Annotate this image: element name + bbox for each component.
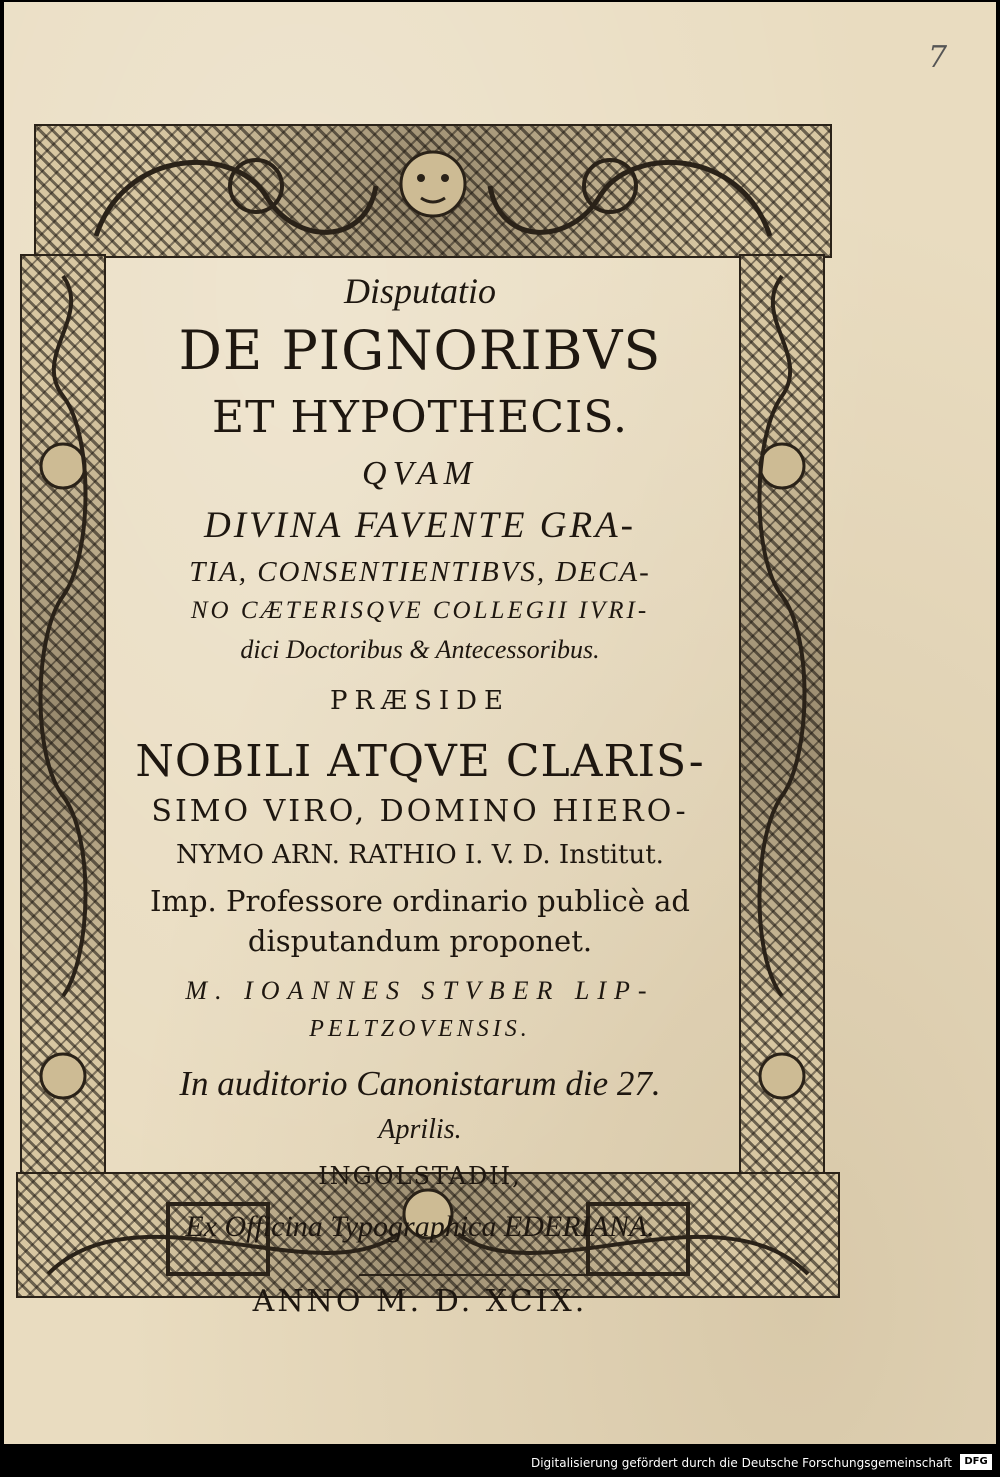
imprint-place: INGOLSTADII, <box>318 1162 522 1190</box>
woodcut-border-right <box>739 254 825 1176</box>
text-simo-viro: SIMO VIRO, DOMINO HIERO- <box>151 794 689 829</box>
title-text-block <box>104 264 736 1319</box>
text-consentientibus: TIA, CONSENTIENTIBVS, DECA- <box>189 556 651 588</box>
cherub-head-ornament <box>22 256 104 1174</box>
respondent-name: M. IOANNES STVBER LIP- <box>185 976 655 1005</box>
dfg-logo: DFG <box>960 1454 992 1470</box>
text-disputandum: disputandum proponet. <box>247 924 593 958</box>
text-in-auditorio: In auditorio Canonistarum die 27. <box>179 1064 661 1103</box>
text-imp-professore: Imp. Professore ordinario publicè ad <box>150 884 690 918</box>
text-doctoribus: dici Doctoribus & Antecessoribus. <box>240 635 600 664</box>
text-nobili: NOBILI ATQVE CLARIS- <box>135 736 705 787</box>
text-divina-favente: DIVINA FAVENTE GRA- <box>204 505 636 546</box>
imprint-year: ANNO M. D. XCIX. <box>252 1284 588 1319</box>
divider-rule <box>359 1274 659 1276</box>
text-aprilis: Aprilis. <box>378 1114 462 1145</box>
cherub-head-ornament <box>36 126 830 256</box>
title-de-pignoribus: DE PIGNORIBVS <box>178 319 662 382</box>
woodcut-border-left <box>20 254 106 1176</box>
cherub-head-ornament <box>741 256 823 1174</box>
title-disputatio: Disputatio <box>343 271 496 311</box>
text-quam: QVAM <box>362 455 478 492</box>
text-praeside: PRÆSIDE <box>329 686 510 716</box>
footer-funding-text: Digitalisierung gefördert durch die Deutsche Forschungsgemeinschaft <box>530 1456 952 1470</box>
footer-bar <box>0 1444 1000 1477</box>
text-collegii: NO CÆTERISQVE COLLEGII IVRI- <box>190 597 650 624</box>
folio-number: 7 <box>928 40 948 75</box>
book-page <box>4 2 996 1444</box>
title-et-hypothecis: ET HYPOTHECIS. <box>212 392 628 443</box>
woodcut-border-top <box>34 124 832 258</box>
imprint-printer: Ex Officina Typographica EDERIANA. <box>185 1210 655 1243</box>
text-nymo-arn: NYMO ARN. RATHIO I. V. D. Institut. <box>176 840 664 870</box>
respondent-origin: PELTZOVENSIS. <box>309 1016 531 1042</box>
